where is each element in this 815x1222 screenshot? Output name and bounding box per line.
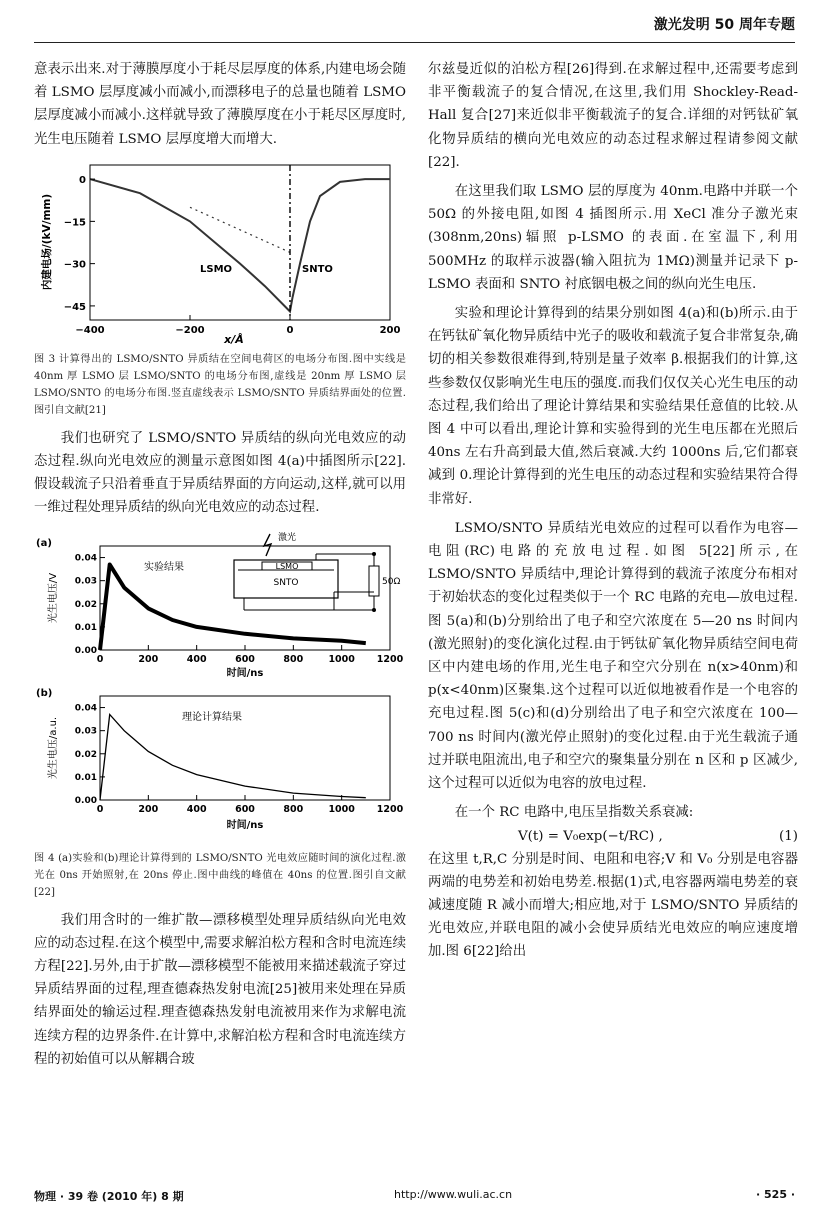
paragraph: 意表示出来.对于薄膜厚度小于耗尽层厚度的体系,内建电场会随着 LSMO 层厚度减小而减小,而漂移电子的总量也随着 LSMO 层厚度减小而减小.这样就导致了薄膜厚度在小于耗尽区厚度时,光生电压随着 LSMO 层厚度增大而增大. [34, 62, 406, 147]
y-tick-label: 0.00 [74, 645, 97, 656]
x-tick-label: 0 [96, 653, 104, 665]
inset-lsmo: LSMO [275, 561, 299, 571]
y-tick-label: 0.01 [74, 622, 97, 633]
curve-40nm [90, 179, 390, 311]
journal-url[interactable]: http://www.wuli.ac.cn [394, 1188, 513, 1201]
page-number: · 525 · [756, 1188, 795, 1201]
inset-snto: SNTO [273, 577, 299, 588]
inset-circuit-diagram [234, 531, 400, 612]
y-tick-label: 0 [79, 174, 86, 186]
x-tick-label: 200 [379, 324, 401, 336]
theoretical-curve [100, 714, 366, 800]
experimental-curve [100, 561, 366, 650]
figure-3-chart [34, 157, 406, 347]
x-tick-label: 0 [286, 324, 294, 336]
paragraph: 尔兹曼近似的泊松方程[26]得到.在求解过程中,还需要考虑到非平衡载流子的复合情况,在这里,我们用 Shockley-Read-Hall 复合[27]来近似非平衡载流子的复合.详细的对钙钛矿氧化物异质结的横向光电效应的动态过程求解过程请参阅文献[22]. [428, 62, 798, 170]
journal-section-title: 激光发明 50 周年专题 [653, 17, 795, 33]
right-column [428, 58, 798, 964]
y-tick-label: 0.04 [74, 703, 97, 714]
y-tick-label: 0.00 [74, 795, 97, 806]
panel-b-tag: (b) [36, 687, 53, 699]
x-tick-label: 800 [283, 803, 304, 815]
x-tick-label: 600 [235, 653, 255, 665]
x-tick-label: −200 [175, 324, 205, 336]
y-tick-label: 0.02 [74, 749, 97, 760]
x-tick-label: 200 [138, 803, 159, 815]
y-axis-label: 内建电场/(kV/mm) [41, 193, 53, 290]
plot-frame [90, 165, 390, 320]
paragraph: 在这里 t,R,C 分别是时间、电阻和电容;V 和 V₀ 分别是电容器两端的电势差和初始电势差.根据(1)式,电容器两端电势差的衰减速度随 R 减小而增大;相应地,对于 LSMO/SNTO 异质结的光电效应,并联电阻的减小会使异质结光电效应的响应速度增加.图 6[22]给出 [428, 851, 798, 960]
equation-number: (1) [779, 828, 798, 844]
figure-4-chart [34, 530, 406, 848]
label-lsmo: LSMO [200, 263, 233, 275]
panel-a-ylabel: 光生电压/V [48, 572, 59, 623]
y-tick-label: 0.01 [74, 772, 97, 783]
y-tick-label: 0.02 [74, 599, 97, 610]
left-column [34, 58, 406, 1071]
inset-resistor-label: 50Ω [382, 576, 401, 587]
x-tick-label: 1200 [376, 653, 404, 665]
panel-a-title: 实验结果 [144, 561, 184, 573]
curve-20nm [190, 207, 290, 252]
x-tick-label: 200 [138, 653, 159, 665]
x-tick-label: 600 [235, 803, 255, 815]
y-tick-label: −30 [63, 259, 86, 271]
x-tick-label: 1200 [376, 803, 404, 815]
laser-bolt-icon [264, 534, 271, 556]
paragraph: 实验和理论计算得到的结果分别如图 4(a)和(b)所示.由于在钙钛矿氧化物异质结中光子的吸收和载流子复合非常复杂,确切的相关参数很难得到,特别是量子效率 β.根据我们的计算,这些参数仅仅影响光生电压的强度.而我们仅仅关心光生电压的动态过程,我们给出了理论计算结果和实验结果任意值的比较.从图 4 中可以看出,理论计算和实验得到的光生电压都在光照后 40ns 左右升高到最大值,然后衰减.大约 1000ns 后,它们都衰减到 0.理论计算得到的光生电压的动态过程和实验结果符合得非常好. [428, 306, 798, 507]
figure-3-caption: 图 3 计算得出的 LSMO/SNTO 异质结在空间电荷区的电场分布图.图中实线是 40nm 厚 LSMO 层 LSMO/SNTO 的电场分布图,虚线是 20nm 厚 LSMO 层 LSMO/SNTO 的电场分布图.竖直虚线表示 LSMO/SNTO 异质结界面处的位置.图引自文献[21] [34, 353, 406, 416]
page-footer [34, 1188, 795, 1208]
paragraph: LSMO/SNTO 异质结光电效应的过程可以看作为电容—电阻(RC)电路的充放电过程.如图 5[22]所示,在 LSMO/SNTO 异质结中,理论计算得到的载流子浓度分布相对于初始状态的变化过程类似于一个 RC 电路的充电—放电过程.图 5(a)和(b)分别给出了电子和空穴浓度在 5—20 ns 时间内(激光照射)的变化演化过程.由于钙钛矿氧化物异质结空间电荷区中内建电场的作用,光生电子和空穴分别在 n(x>40nm)和 p(x<40nm)区聚集.这个过程可以近似地被看作是一个电容的充电过程.图 5(c)和(d)分别给出了电子和空穴浓度在 100—700 ns 时间内(激光停止照射)的变化过程.由于光生载流子通过并联电阻流出,电子和空穴的聚集量分别在 n 区和 p 区减少,这个过程可以近似为电容的放电过程. [428, 520, 798, 792]
label-snto: SNTO [302, 263, 333, 275]
panel-a-tag: (a) [36, 537, 52, 549]
x-tick-label: 1000 [328, 803, 355, 815]
x-tick-label: 400 [186, 803, 207, 815]
x-tick-label: −400 [75, 324, 105, 336]
paragraph: 在这里我们取 LSMO 层的厚度为 40nm.电路中并联一个 50Ω 的外接电阻,如图 4 插图所示.用 XeCl 准分子激光束(308nm,20ns)辐照 p-LSMO 的表面.在室温下,利用 500MHz 的取样示波器(输入阻抗为 1MΩ)测量并记录下 p-LSMO 表面和 SNTO 衬底铟电极之间的纵向光生电压. [428, 184, 798, 292]
paragraph: 我们用含时的一维扩散—漂移模型处理异质结纵向光电效应的动态过程.在这个模型中,需要求解泊松方程和含时电流连续方程[22].另外,由于扩散—漂移模型不能被用来描述载流子穿过异质结界面的过程,理查德森热发射电流[25]被用来处理在异质结界面处的输运过程.理查德森热发射电流被用来作为求解电流连续方程的边界条件.在计算中,求解泊松方程和含时电流连续方程的初始值可以从解耦合玻 [34, 912, 406, 1067]
panel-b-ylabel: 光生电压/a.u. [48, 716, 59, 779]
y-tick-label: 0.04 [74, 553, 97, 564]
x-tick-label: 1000 [328, 653, 355, 665]
panel-b-title: 理论计算结果 [182, 711, 242, 723]
equation-formula: V(t) = V₀exp(−t/RC) , [518, 828, 663, 844]
x-tick-label: 400 [186, 653, 207, 665]
x-tick-label: 800 [283, 653, 304, 665]
figure-4-caption: 图 4 (a)实验和(b)理论计算得到的 LSMO/SNTO 光电效应随时间的演化过程.激光在 0ns 开始照射,在 20ns 停止.图中曲线的峰值在 40ns 的位置.图引自文献[22] [34, 852, 406, 898]
equation-1 [428, 825, 798, 848]
journal-issue: 物理 · 39 卷 (2010 年) 8 期 [34, 1190, 184, 1203]
laser-label: 激光 [278, 532, 297, 543]
x-tick-label: 0 [96, 803, 104, 815]
panel-a-xlabel: 时间/ns [226, 667, 264, 679]
y-tick-label: −15 [63, 217, 86, 229]
y-tick-label: 0.03 [74, 576, 97, 587]
y-tick-label: −45 [63, 301, 86, 313]
paragraph: 我们也研究了 LSMO/SNTO 异质结的纵向光电效应的动态过程.纵向光电效应的测量示意图如图 4(a)中插图所示[22].假设载流子只沿着垂直于异质结界面的方向运动,这样,就可以用一维过程处理异质结的纵向光电效应的动态过程. [34, 430, 406, 516]
panel-b-xlabel: 时间/ns [226, 819, 264, 831]
x-axis-label: x/Å [224, 332, 244, 346]
page-header [34, 0, 795, 43]
y-tick-label: 0.03 [74, 726, 97, 737]
paragraph: 在一个 RC 电路中,电压呈指数关系衰减: [454, 805, 694, 821]
